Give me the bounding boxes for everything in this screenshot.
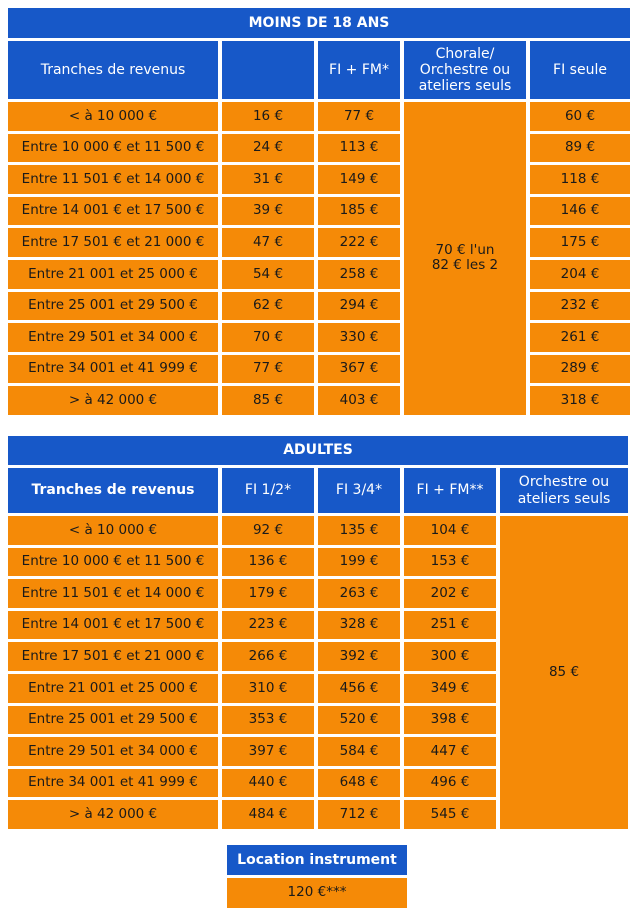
price-cell: 496 €	[404, 769, 496, 798]
price-cell: 62 €	[222, 292, 314, 321]
price-cell: 330 €	[318, 323, 400, 352]
price-one: 70 € l'un	[435, 241, 495, 258]
price-cell: 545 €	[404, 800, 496, 829]
price-cell: 146 €	[530, 197, 630, 226]
price-cell: 204 €	[530, 260, 630, 289]
price-cell: 199 €	[318, 548, 400, 577]
income-bracket-cell: > à 42 000 €	[8, 800, 218, 829]
price-cell: 104 €	[404, 516, 496, 545]
price-cell: 520 €	[318, 706, 400, 735]
price-cell: 440 €	[222, 769, 314, 798]
price-cell: 289 €	[530, 355, 630, 384]
price-cell: 353 €	[222, 706, 314, 735]
income-bracket-cell: Entre 21 001 et 25 000 €	[8, 674, 218, 703]
adults-title: ADULTES	[8, 436, 628, 465]
price-cell: 456 €	[318, 674, 400, 703]
header-income-brackets: Tranches de revenus	[8, 468, 218, 513]
price-two: 82 € les 2	[431, 257, 499, 274]
header-orchestre-ateliers: Orchestre ou ateliers seuls	[500, 468, 628, 513]
price-cell: 318 €	[530, 386, 630, 415]
price-cell: 54 €	[222, 260, 314, 289]
price-cell: 85 €	[222, 386, 314, 415]
price-cell: 584 €	[318, 737, 400, 766]
price-cell: 263 €	[318, 579, 400, 608]
price-cell: 266 €	[222, 642, 314, 671]
income-bracket-cell: Entre 11 501 € et 14 000 €	[8, 579, 218, 608]
header-fi-fm: FI + FM**	[404, 468, 496, 513]
income-bracket-cell: Entre 34 001 et 41 999 €	[8, 355, 218, 384]
price-cell: 300 €	[404, 642, 496, 671]
income-bracket-cell: < à 10 000 €	[8, 102, 218, 131]
price-cell: 89 €	[530, 134, 630, 163]
price-cell: 223 €	[222, 611, 314, 640]
price-cell: 24 €	[222, 134, 314, 163]
income-bracket-cell: Entre 14 001 € et 17 500 €	[8, 611, 218, 640]
price-cell: 258 €	[318, 260, 400, 289]
price-cell: 179 €	[222, 579, 314, 608]
price-cell: 202 €	[404, 579, 496, 608]
price-cell: 175 €	[530, 228, 630, 257]
price-cell: 16 €	[222, 102, 314, 131]
income-bracket-cell: Entre 10 000 € et 11 500 €	[8, 548, 218, 577]
price-cell: 31 €	[222, 165, 314, 194]
header-income-brackets: Tranches de revenus	[8, 41, 218, 99]
header-blank	[222, 41, 314, 99]
minors-chorale-merged-price	[404, 102, 526, 415]
price-cell: 118 €	[530, 165, 630, 194]
price-cell: 403 €	[318, 386, 400, 415]
price-cell: 136 €	[222, 548, 314, 577]
adults-orchestre-merged-price: 85 €	[500, 516, 628, 829]
price-cell: 310 €	[222, 674, 314, 703]
price-cell: 328 €	[318, 611, 400, 640]
minors-title: MOINS DE 18 ANS	[8, 8, 630, 38]
price-cell: 232 €	[530, 292, 630, 321]
income-bracket-cell: < à 10 000 €	[8, 516, 218, 545]
price-cell: 392 €	[318, 642, 400, 671]
income-bracket-cell: Entre 11 501 € et 14 000 €	[8, 165, 218, 194]
income-bracket-cell: Entre 25 001 et 29 500 €	[8, 292, 218, 321]
header-chorale-orchestre: Chorale/ Orchestre ou ateliers seuls	[404, 41, 526, 99]
header-fi-three-quarter: FI 3/4*	[318, 468, 400, 513]
price-cell: 367 €	[318, 355, 400, 384]
price-cell: 398 €	[404, 706, 496, 735]
price-cell: 135 €	[318, 516, 400, 545]
price-cell: 294 €	[318, 292, 400, 321]
price-cell: 648 €	[318, 769, 400, 798]
price-cell: 77 €	[222, 355, 314, 384]
price-cell: 153 €	[404, 548, 496, 577]
price-cell: 251 €	[404, 611, 496, 640]
price-cell: 397 €	[222, 737, 314, 766]
price-cell: 70 €	[222, 323, 314, 352]
price-cell: 113 €	[318, 134, 400, 163]
income-bracket-cell: Entre 21 001 et 25 000 €	[8, 260, 218, 289]
header-fi-fm: FI + FM*	[318, 41, 400, 99]
price-cell: 149 €	[318, 165, 400, 194]
price-cell: 447 €	[404, 737, 496, 766]
price-cell: 261 €	[530, 323, 630, 352]
income-bracket-cell: Entre 29 501 et 34 000 €	[8, 737, 218, 766]
price-cell: 77 €	[318, 102, 400, 131]
price-cell: 712 €	[318, 800, 400, 829]
price-cell: 185 €	[318, 197, 400, 226]
income-bracket-cell: Entre 14 001 € et 17 500 €	[8, 197, 218, 226]
price-cell: 222 €	[318, 228, 400, 257]
price-cell: 349 €	[404, 674, 496, 703]
price-cell: 92 €	[222, 516, 314, 545]
price-cell: 60 €	[530, 102, 630, 131]
adults-table	[8, 436, 630, 829]
income-bracket-cell: Entre 17 501 € et 21 000 €	[8, 642, 218, 671]
instrument-rental-title: Location instrument	[227, 845, 407, 875]
header-fi-seule: FI seule	[530, 41, 630, 99]
income-bracket-cell: > à 42 000 €	[8, 386, 218, 415]
instrument-rental-price: 120 €***	[227, 878, 407, 908]
header-fi-half: FI 1/2*	[222, 468, 314, 513]
income-bracket-cell: Entre 25 001 et 29 500 €	[8, 706, 218, 735]
income-bracket-cell: Entre 29 501 et 34 000 €	[8, 323, 218, 352]
minors-table	[8, 8, 630, 415]
income-bracket-cell: Entre 17 501 € et 21 000 €	[8, 228, 218, 257]
income-bracket-cell: Entre 34 001 et 41 999 €	[8, 769, 218, 798]
price-cell: 484 €	[222, 800, 314, 829]
income-bracket-cell: Entre 10 000 € et 11 500 €	[8, 134, 218, 163]
instrument-rental-box	[227, 845, 407, 908]
price-cell: 39 €	[222, 197, 314, 226]
price-cell: 47 €	[222, 228, 314, 257]
